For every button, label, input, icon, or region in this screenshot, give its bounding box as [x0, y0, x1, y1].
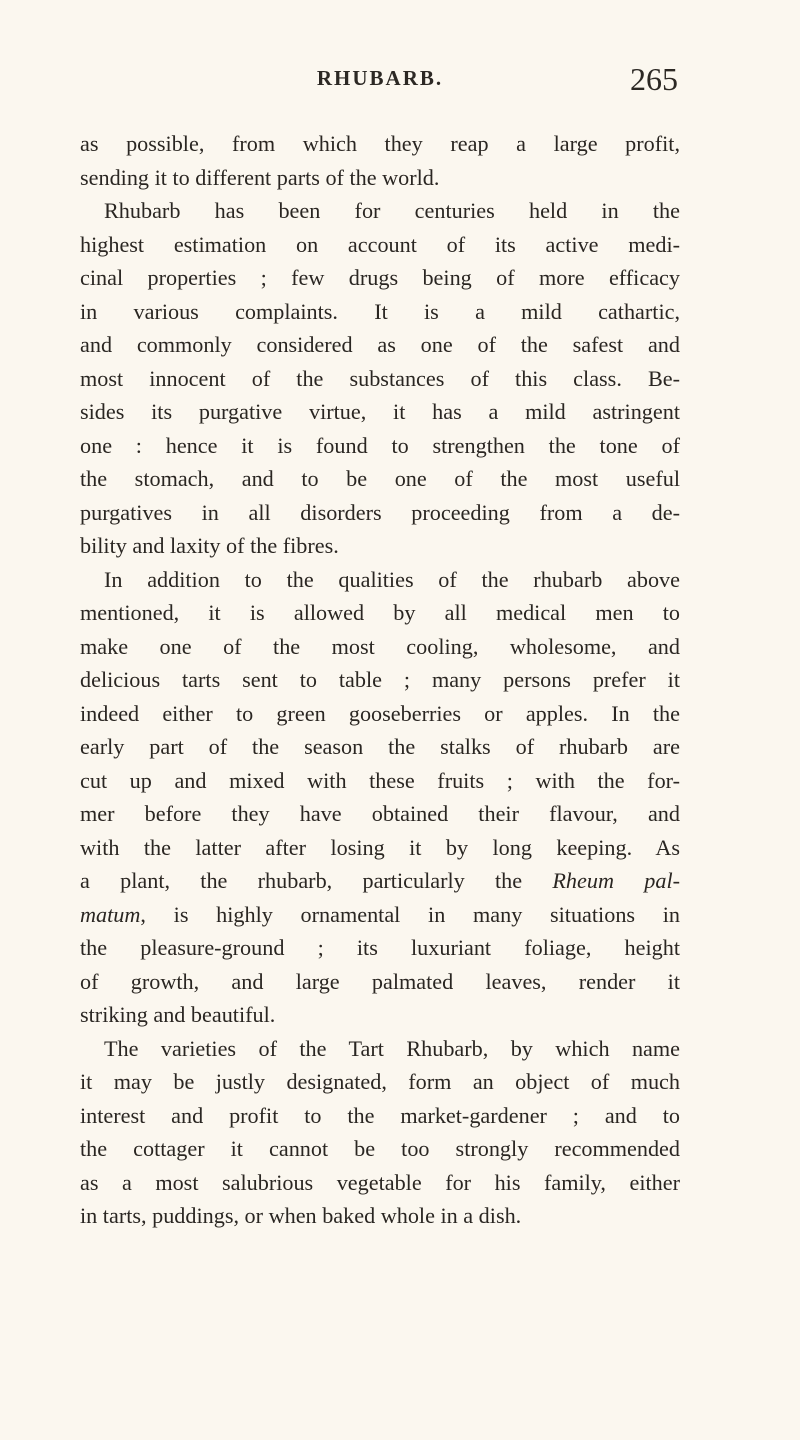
text-segment: , is highly ornamental in many situations in — [140, 901, 680, 927]
text-line: In addition to the qualities of the rhubarb above — [104, 566, 680, 592]
text-line: one : hence it is found to strengthen the tone of — [80, 432, 680, 458]
text-segment: a plant, the rhubarb, particularly the — [80, 868, 553, 893]
text-line: bility and laxity of the fibres. — [80, 533, 339, 558]
text-line: the stomach, and to be one of the most useful — [80, 466, 680, 491]
text-line: the cottager it cannot be too strongly recommended — [80, 1136, 680, 1161]
text-line: The varieties of the Tart Rhubarb, by which name — [104, 1035, 680, 1061]
text-line: in various complaints. It is a mild cathartic, — [80, 298, 680, 324]
text-line: highest estimation on account of its active medi- — [80, 231, 680, 257]
text-line: delicious tarts sent to table ; many persons prefer it — [80, 667, 680, 692]
text-line: striking and beautiful. — [80, 1002, 276, 1027]
text-line: sides its purgative virtue, it has a mild astringent — [80, 399, 680, 424]
text-line: cinal properties ; few drugs being of more efficacy — [80, 265, 680, 290]
text-line: it may be justly designated, form an object of much — [80, 1069, 680, 1094]
text-line: early part of the season the stalks of rhubarb are — [80, 734, 680, 759]
italic-species-name: matum — [80, 901, 141, 927]
text-line: mentioned, it is allowed by all medical men to — [80, 600, 680, 625]
text-line: cut up and mixed with these fruits ; with the for- — [80, 767, 680, 793]
text-line: indeed either to green gooseberries or apples. In the — [80, 700, 680, 726]
text-line: purgatives in all disorders proceeding from a de- — [80, 499, 680, 525]
text-line: of growth, and large palmated leaves, render it — [80, 968, 680, 994]
text-line: as possible, from which they reap a large profit, — [80, 131, 680, 156]
text-line — [80, 898, 680, 932]
text-line: interest and profit to the market-gardener ; and to — [80, 1102, 680, 1128]
text-line: as a most salubrious vegetable for his family, either — [80, 1169, 680, 1195]
text-line: make one of the most cooling, wholesome, and — [80, 633, 680, 659]
italic-species-name: Rheum pal- — [552, 868, 680, 893]
running-head — [82, 62, 678, 102]
body-text — [80, 127, 680, 1233]
text-line: in tarts, puddings, or when baked whole in a dish. — [80, 1203, 522, 1228]
text-line — [80, 864, 680, 898]
text-line: sending it to different parts of the world. — [80, 164, 440, 190]
text-line: with the latter after losing it by long keeping. As — [80, 834, 680, 860]
text-line: mer before they have obtained their flavour, and — [80, 801, 680, 826]
running-title: RHUBARB. — [316, 66, 444, 90]
text-line: and commonly considered as one of the safest and — [80, 332, 680, 357]
text-line: the pleasure-ground ; its luxuriant foliage, height — [80, 935, 680, 960]
text-line: most innocent of the substances of this class. Be- — [80, 365, 680, 391]
text-line: Rhubarb has been for centuries held in the — [104, 198, 680, 223]
page-number: 265 — [630, 61, 678, 97]
